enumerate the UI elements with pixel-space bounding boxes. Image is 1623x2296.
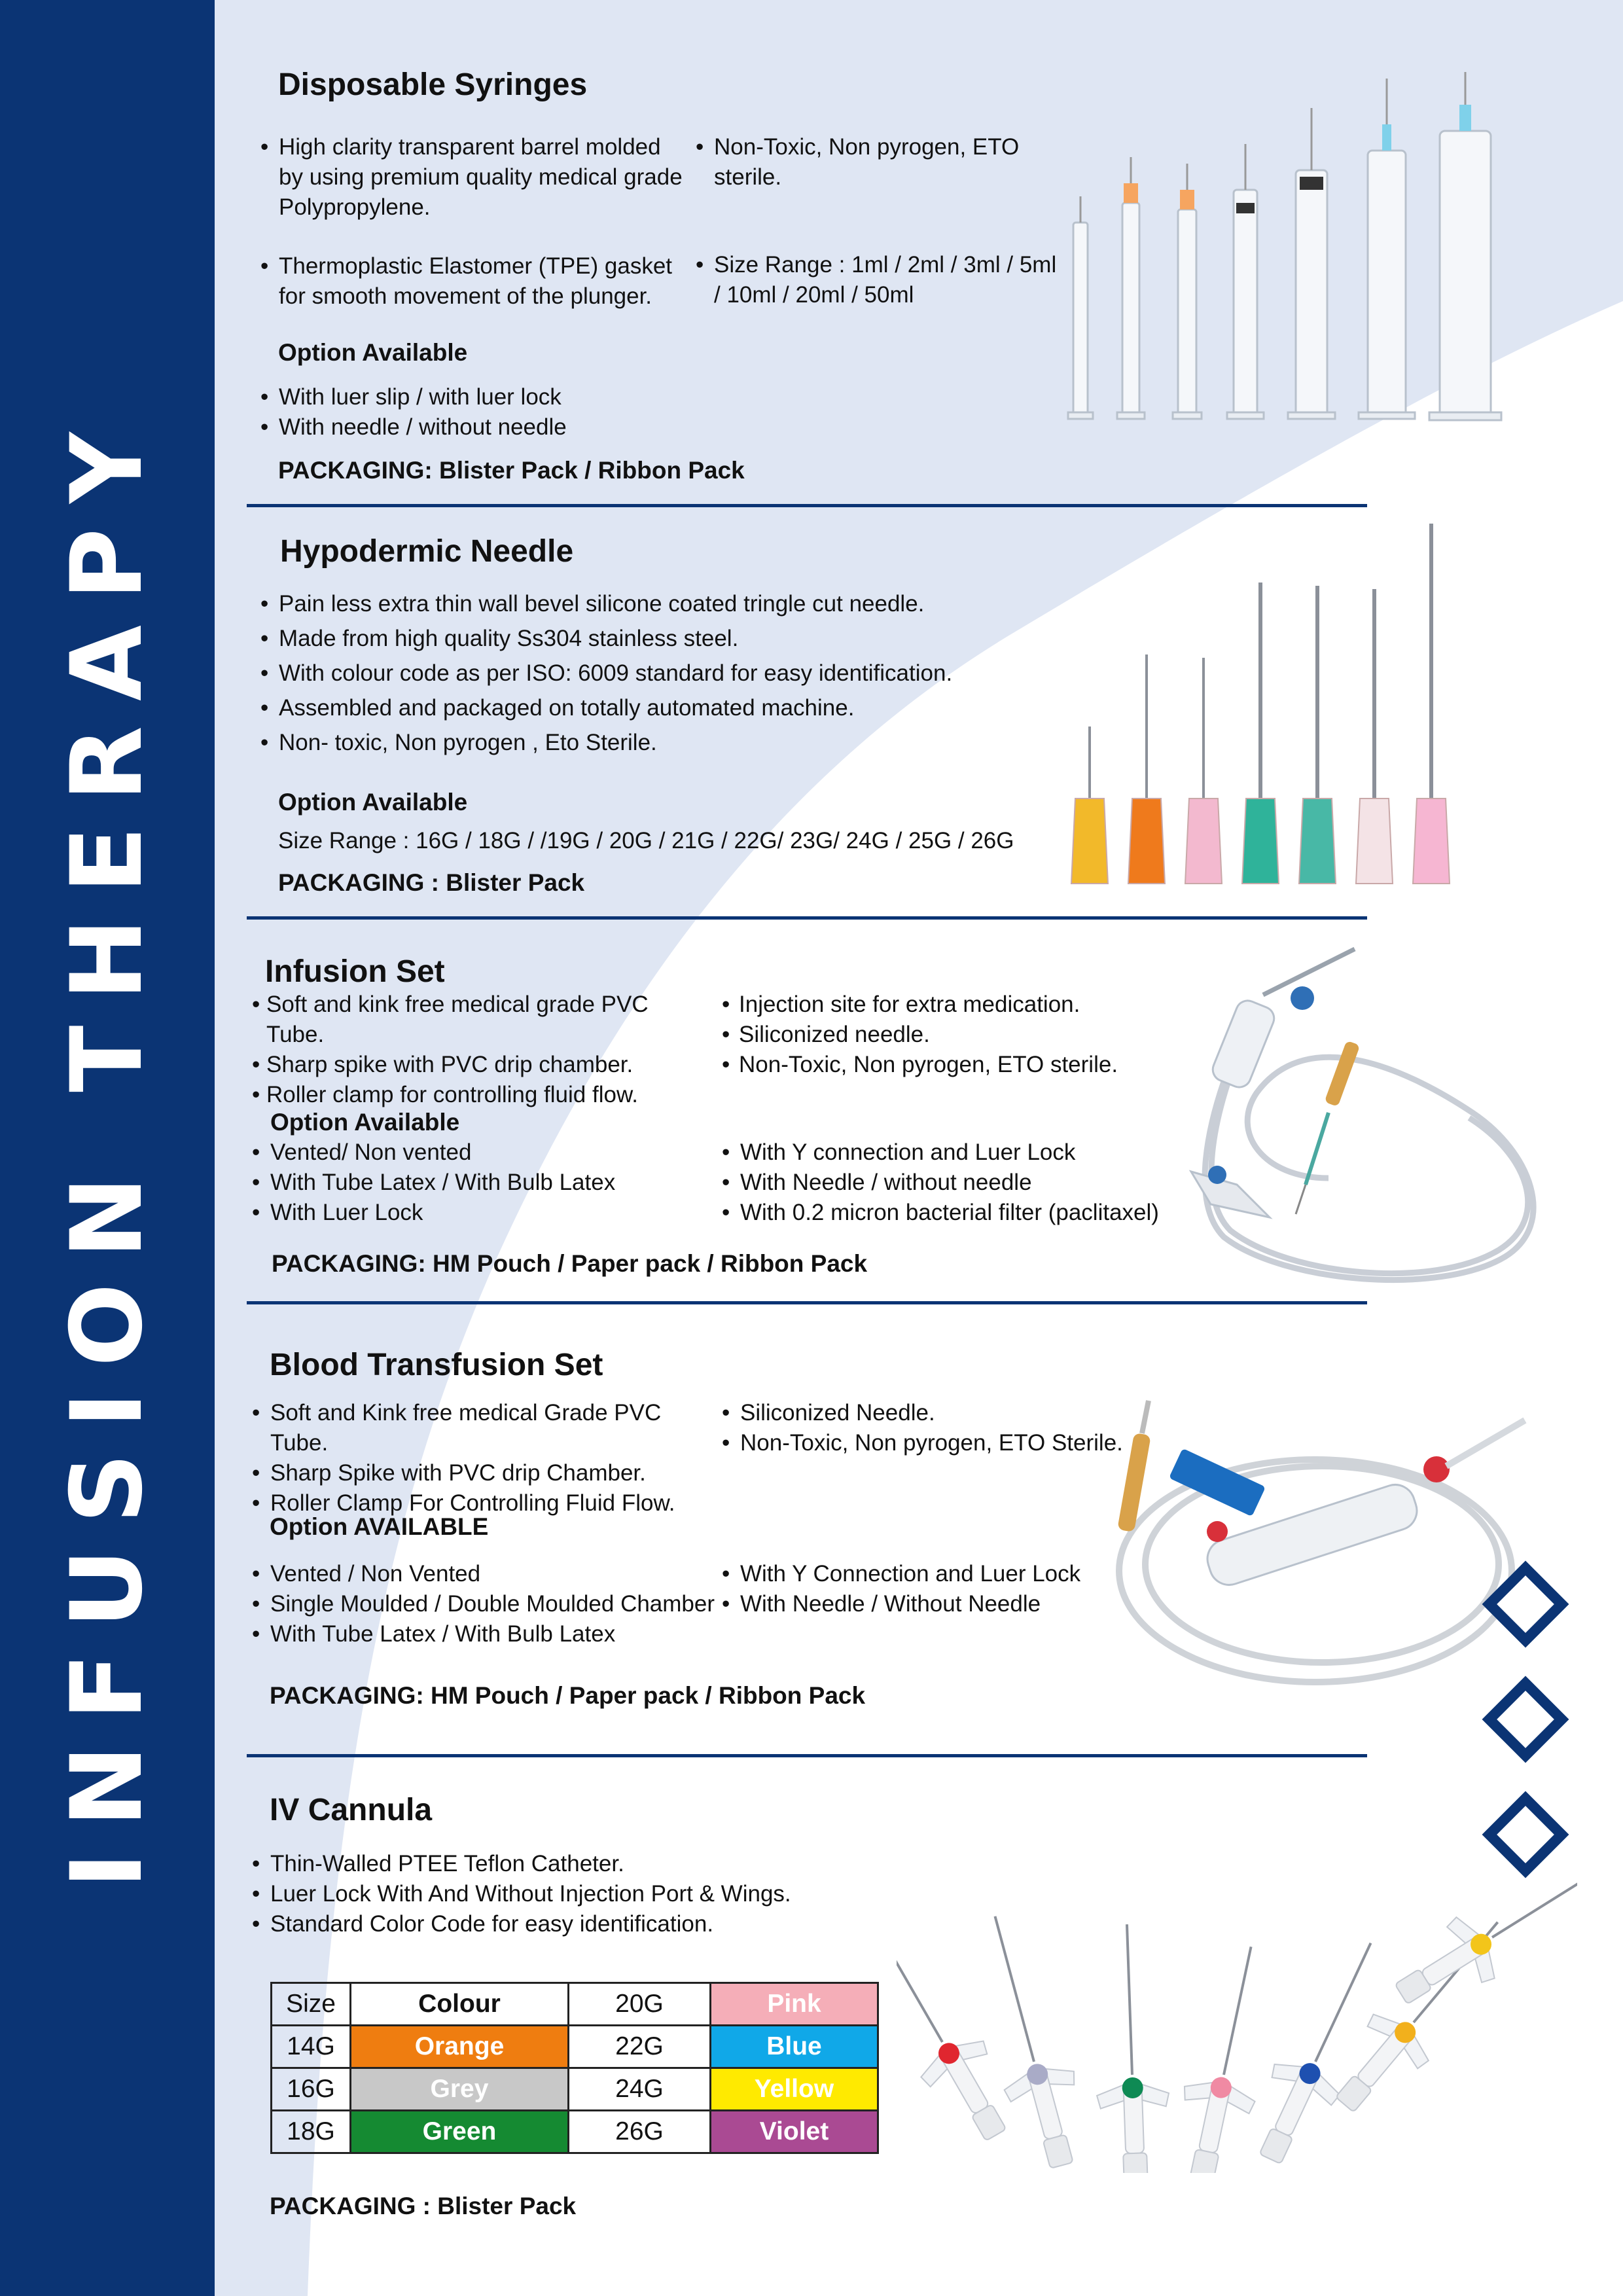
needle-bullet: • Assembled and packaged on totally automated machine. [260,693,980,723]
color-table-row [272,2026,878,2068]
colour-cell: Violet [711,2111,878,2153]
syringes-packaging: PACKAGING: Blister Pack / Ribbon Pack [278,457,745,484]
infusion-set-image [1165,942,1558,1309]
colour-cell: Grey [351,2068,569,2111]
colour-cell: Pink [711,1983,878,2026]
infusion-option-title: Option Available [270,1109,460,1136]
infusion-bullet: • Roller clamp for controlling fluid flow. [252,1080,710,1110]
infusion-option: • With Y connection and Luer Lock [722,1138,1180,1168]
needle-item [1242,583,1279,884]
needle-bullets [260,589,980,758]
infusion-bullet: • Non-Toxic, Non pyrogen, ETO sterile. [722,1050,1128,1080]
colour-cell: Orange [351,2026,569,2068]
infusion-title: Infusion Set [265,954,445,989]
syringes-option: • With needle / without needle [260,412,719,442]
colour-cell: Colour [351,1983,569,2026]
cannula-item [1317,1899,1525,2128]
needle-title: Hypodermic Needle [280,534,574,569]
infusion-options-left [252,1138,710,1228]
blood-bullet: • Soft and Kink free medical Grade PVC Tube. [252,1398,710,1458]
blood-option: • With Tube Latex / With Bulb Latex [252,1619,723,1649]
syringes-image [1047,72,1544,452]
needle-item [1071,726,1108,884]
blood-bullet: • Sharp Spike with PVC drip Chamber. [252,1458,710,1488]
needle-bullet: • Pain less extra thin wall bevel silicone coated tringle cut needle. [260,589,980,619]
size-cell: 24G [569,2068,711,2111]
section-divider [247,1301,1367,1304]
infusion-bullet: • Soft and kink free medical grade PVC Tube. [252,990,710,1050]
blood-option: • Single Moulded / Double Moulded Chamber [252,1589,723,1619]
size-cell: 18G [272,2111,351,2153]
blood-option: • With Y Connection and Luer Lock [722,1559,1128,1589]
blood-bullet: • Siliconized Needle. [722,1398,1128,1428]
needle-item [1185,658,1222,884]
color-table-row [272,1983,878,2026]
infusion-option: • Vented/ Non vented [252,1138,710,1168]
infusion-option: • With Needle / without needle [722,1168,1180,1198]
blood-packaging: PACKAGING: HM Pouch / Paper pack / Ribbon Pack [270,1682,866,1709]
section-divider [247,504,1367,507]
syringes-option: • With luer slip / with luer lock [260,382,719,412]
iv-cannula-image [897,1859,1577,2173]
infusion-option: • With Tube Latex / With Bulb Latex [252,1168,710,1198]
infusion-left-bullets [252,990,710,1110]
needle-option-title: Option Available [278,789,468,816]
blood-option: • With Needle / Without Needle [722,1589,1128,1619]
cannula-color-table [270,1982,879,2154]
syringes-bullet: • Thermoplastic Elastomer (TPE) gasket for smooth movement of the plunger. [260,251,686,312]
needle-item [1413,524,1450,884]
size-cell: 14G [272,2026,351,2068]
colour-cell: Green [351,2111,569,2153]
blood-left-bullets [252,1398,710,1518]
sidebar [0,0,215,2296]
infusion-bullet: • Injection site for extra medication. [722,990,1128,1020]
size-cell: 20G [569,1983,711,2026]
sidebar-title: INFUSION THERAPY [50,407,164,1889]
syringes-right-bullets [696,132,1062,310]
cannula-item [897,1893,1027,2153]
size-cell: Size [272,1983,351,2026]
blood-options-right [722,1559,1128,1619]
colour-cell: Yellow [711,2068,878,2111]
cannula-bullet: • Luer Lock With And Without Injection Port & Wings. [252,1879,841,1909]
cannula-bullet: • Thin-Walled PTEE Teflon Catheter. [252,1849,841,1879]
blood-transfusion-set-image [1093,1394,1538,1721]
needle-item [1128,655,1165,884]
blood-option: • Vented / Non Vented [252,1559,723,1589]
needle-bullet: • Made from high quality Ss304 stainless steel. [260,624,980,654]
blood-options-left [252,1559,723,1649]
needle-packaging: PACKAGING : Blister Pack [278,869,585,896]
needle-item [1299,586,1336,884]
infusion-option: • With Luer Lock [252,1198,710,1228]
blood-bullet: • Non-Toxic, Non pyrogen, ETO Sterile. [722,1428,1128,1458]
hypodermic-needles-image [1060,517,1466,897]
blood-right-bullets [722,1398,1128,1458]
blood-bullet: • Roller Clamp For Controlling Fluid Flow. [252,1488,710,1518]
size-cell: 26G [569,2111,711,2153]
cannula-item [1382,1859,1577,2025]
syringes-options [260,382,719,442]
infusion-bullet: • Siliconized needle. [722,1020,1128,1050]
blood-option-title: Option AVAILABLE [270,1513,489,1540]
needle-bullet: • Non- toxic, Non pyrogen , Eto Sterile. [260,728,980,758]
blood-title: Blood Transfusion Set [270,1348,603,1382]
syringes-bullet: • Size Range : 1ml / 2ml / 3ml / 5ml / 10ml / 20ml / 50ml [696,250,1062,310]
infusion-right-bullets [722,990,1128,1080]
size-cell: 16G [272,2068,351,2111]
syringes-option-title: Option Available [278,339,468,366]
color-table-row [272,2111,878,2153]
cannula-packaging: PACKAGING : Blister Pack [270,2193,577,2219]
section-divider [247,916,1367,920]
syringes-bullet: • High clarity transparent barrel molded by using premium quality medical grade Polypropylene. [260,132,686,223]
infusion-options-right [722,1138,1180,1228]
cannula-item [1091,1923,1172,2173]
syringes-left-bullets [260,132,686,312]
color-table-row [272,2068,878,2111]
needle-bullet: • With colour code as per ISO: 6009 standard for easy identification. [260,658,980,689]
syringes-bullet: • Non-Toxic, Non pyrogen, ETO sterile. [696,132,1062,192]
section-divider [247,1754,1367,1757]
infusion-option: • With 0.2 micron bacterial filter (paclitaxel) [722,1198,1180,1228]
cannula-title: IV Cannula [270,1793,433,1827]
cannula-bullet: • Standard Color Code for easy identification. [252,1909,841,1939]
needle-size-range: Size Range : 16G / 18G / /19G / 20G / 21G / 22G/ 23G/ 24G / 25G / 26G [278,828,1014,853]
infusion-packaging: PACKAGING: HM Pouch / Paper pack / Ribbon Pack [272,1250,868,1277]
syringes-title: Disposable Syringes [278,67,588,102]
size-cell: 22G [569,2026,711,2068]
infusion-bullet: • Sharp spike with PVC drip chamber. [252,1050,710,1080]
colour-cell: Blue [711,2026,878,2068]
cannula-bullets [252,1849,841,1939]
needle-item [1356,589,1393,884]
